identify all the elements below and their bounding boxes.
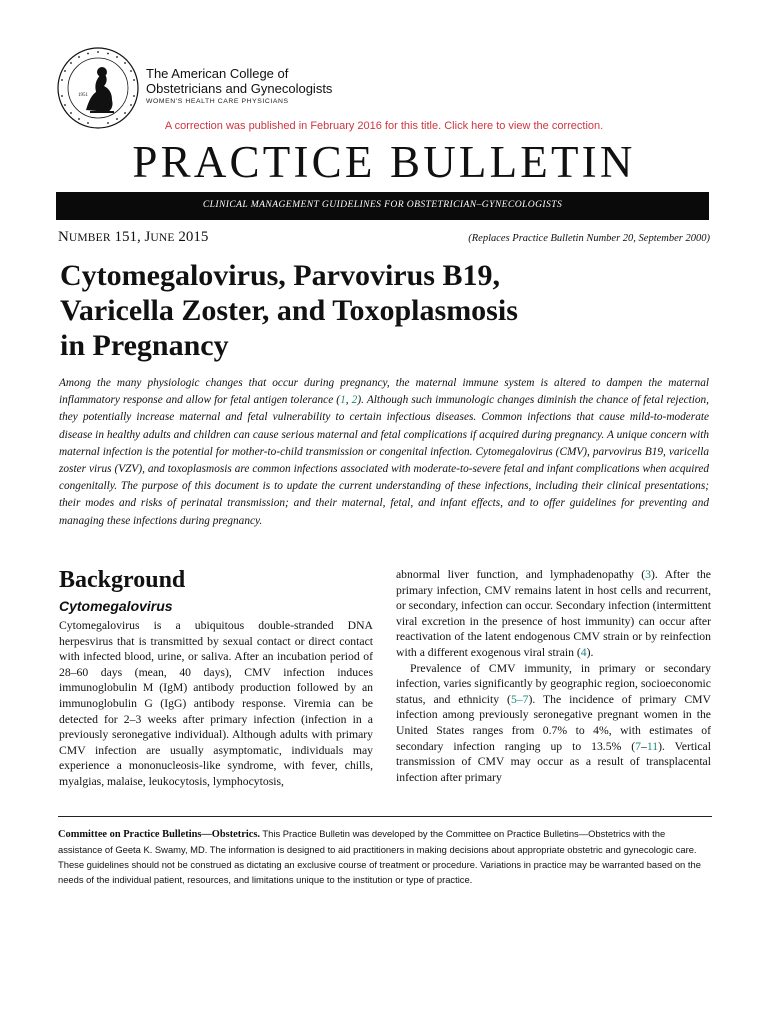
paragraph-text: ). After the primary infection, CMV remains latent in host cells and recurrent, or secondary, infection can occur. Secondary infection (intermittent viral excretion in the presence of host immunity) can occur after reactivation of the latent endogenous CMV strain or by reinfection with a different exogenous viral strain ( xyxy=(396,568,712,659)
citation-link-2[interactable]: 2 xyxy=(351,394,358,407)
citation-link-3[interactable]: 3 xyxy=(645,568,651,581)
footer-divider xyxy=(58,816,712,817)
org-name-line1: The American College of xyxy=(146,66,289,81)
background-heading: Background xyxy=(59,567,186,593)
replaces-note: (Replaces Practice Bulletin Number 20, September 2000) xyxy=(468,233,710,244)
cytomegalovirus-subheading: Cytomegalovirus xyxy=(59,598,173,614)
org-tagline: WOMEN'S HEALTH CARE PHYSICIANS xyxy=(146,98,289,105)
background-paragraph-2 xyxy=(396,661,711,786)
banner-text: CLINICAL MANAGEMENT GUIDELINES FOR OBSTETRICIAN–GYNECOLOGISTS xyxy=(202,199,563,210)
paragraph-text: ). xyxy=(586,645,594,659)
citation-link-11[interactable]: 11 xyxy=(646,739,659,753)
headline-line2: Varicella Zoster, and Toxoplasmosis xyxy=(60,294,518,327)
footnote-text: This Practice Bulletin was developed by the Committee on Practice Bulletins—Obstetrics with the assistance of Geeta K. Swamy, MD. The information is designed to aid practitioners in making decisions about appropriate obstetric and gynecologic care. These guidelines should not be construed as dictating an exclusive course of treatment or procedure. Variations in practice may be warranted based on the needs of the individual patient, resources, and limitations unique to the institution or type of practice. xyxy=(58,828,701,885)
headline-line3: in Pregnancy xyxy=(60,329,229,362)
correction-notice-link[interactable]: A correction was published in February 2016 for this title. Click here to view the correction. xyxy=(164,120,604,132)
background-paragraph-1: Cytomegalovirus is a ubiquitous double-stranded DNA herpesvirus that is transmitted by sexual contact or direct contact with infected blood, urine, or saliva. After an incubation period of 28–60 days (mean, 40 days), CMV infection induces immunoglobulin M (IgM) antibody production followed by an immunoglobulin G (IgG) antibody response. Viremia can be detected for 2–3 weeks after primary infection (infection in a previously seronegative individual). Although adults with primary CMV infection are usually asymptomatic, individuals may experience a mononucleosis-like syndrome, with fever, chills, myalgias, malaise, leukocytosis, lymphocytosis, xyxy=(59,619,373,788)
citation-link-7[interactable]: 7 xyxy=(635,739,641,753)
citation-link-5-7[interactable]: 5–7 xyxy=(510,692,529,706)
paragraph-text: Prevalence of CMV immunity, in primary or secondary infection, varies significantly by geographic region, socioeconomic status, and ethnicity ( xyxy=(396,661,711,706)
seal-year: 1951 xyxy=(78,93,88,98)
citation-link-4[interactable]: 4 xyxy=(580,645,587,659)
organization-name xyxy=(146,66,332,105)
issue-number-value: 151, xyxy=(114,229,141,245)
acog-seal-logo xyxy=(56,46,140,130)
abstract-text-part1: Among the many physiologic changes that occur during pregnancy, the maternal immune system is altered to dampen the maternal inflammatory response and allow for fetal antigen tolerance ( xyxy=(59,377,709,407)
abstract-text-part2: ). Although such immunologic changes diminish the chance of fetal rejection, they potentially increase maternal and fetal vulnerability to certain infectious diseases. Common infections that cause mild-to-moderate disease in healthy adults and children can cause serious maternal and fetal complications if acquired during pregnancy. A unique concern with maternal infection is the potential for mother-to-child transmission or congenital infection. Cytomegalovirus (CMV), parvovirus B19, varicella zoster virus (VZV), and toxoplasmosis are common infections associated with moderate-to-severe fetal and infant complications when acquired congenitally. The purpose of this document is to update the current understanding of these infections, including their clinical presentations; their modes and risks of perinatal transmission; and their maternal, fetal, and infant effects, and to offer guidelines for preventing and managing these infections during pregnancy. xyxy=(59,394,710,527)
org-name-line2: Obstetricians and Gynecologists xyxy=(146,81,333,96)
headline-line1: Cytomegalovirus, Parvovirus B19, xyxy=(60,259,500,292)
left-column xyxy=(59,565,373,790)
paragraph-text: ). The incidence of primary CMV infection among previously seronegative pregnant women in the United States ranges from 0.7% to 4%, with estimates of secondary infection ranging up to 13.5% ( xyxy=(396,692,711,753)
citation-link-1[interactable]: 1 xyxy=(340,394,346,407)
bulletin-headline xyxy=(60,258,700,363)
paragraph-text: abnormal liver function, and lymphadenopathy ( xyxy=(396,568,646,581)
committee-name: Committee on Practice Bulletins—Obstetrics. xyxy=(58,829,260,840)
guidelines-banner xyxy=(56,192,709,220)
right-column xyxy=(396,567,711,785)
page-title: PRACTICE BULLETIN xyxy=(132,137,636,187)
background-paragraph-1-continued xyxy=(396,567,711,661)
committee-footnote xyxy=(58,826,712,887)
issue-number: NUMBER 151, JUNE 2015 xyxy=(58,229,209,245)
citation-dash: – xyxy=(641,739,647,753)
citation-separator: , xyxy=(345,394,352,407)
issue-year: 2015 xyxy=(178,229,209,245)
paragraph-text: ). Vertical transmission of CMV may occur as a result of transplacental infection after primary xyxy=(396,739,711,784)
abstract-paragraph xyxy=(59,375,709,530)
